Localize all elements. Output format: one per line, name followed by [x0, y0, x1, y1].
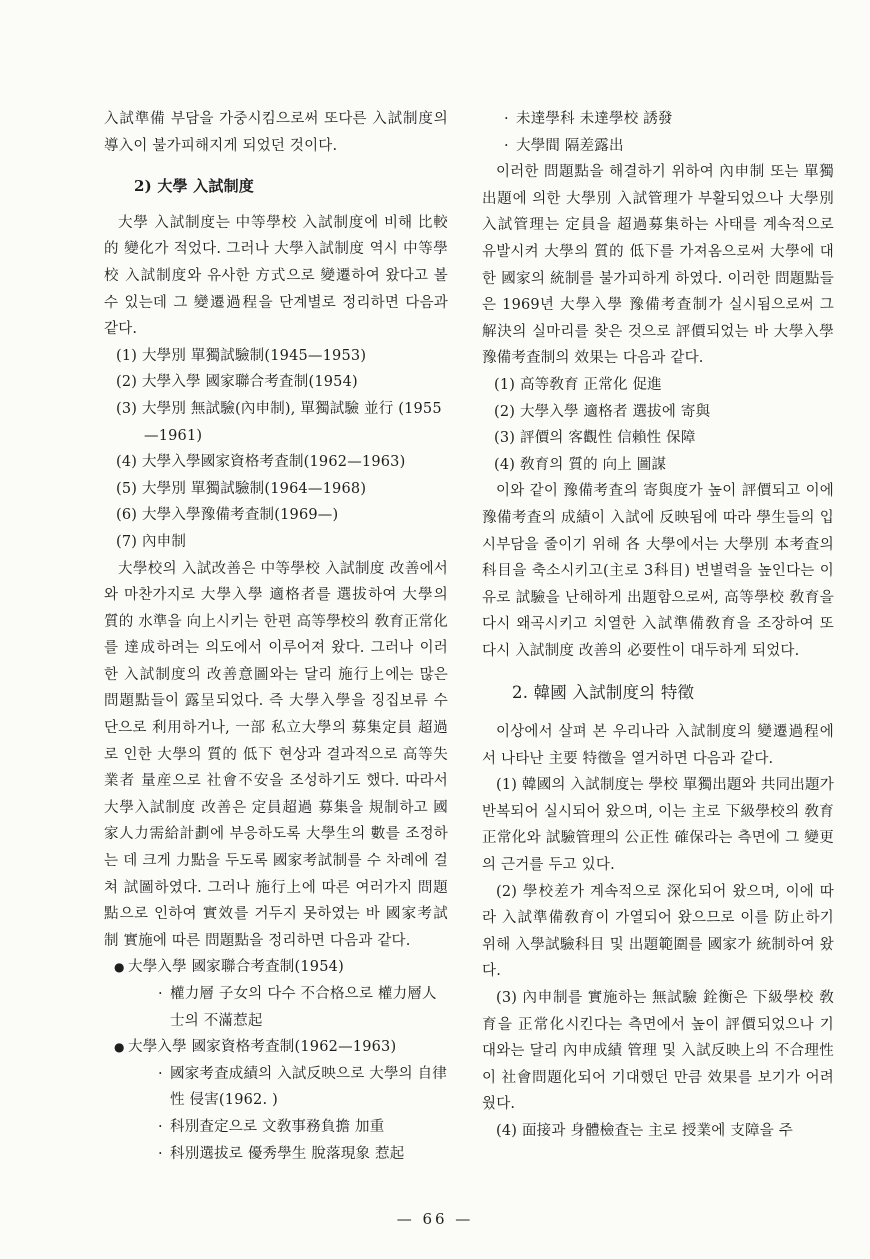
sub-item-text: 科別選拔로 優秀學生 脫落現象 惹起 — [170, 1145, 405, 1162]
sub-item-text: 未達學科 未達學校 誘發 — [516, 111, 673, 127]
left-paragraph-2: 大學校의 入試改善은 中等學校 入試制度 改善에서와 마찬가지로 大學入學 適格者를 選拔하여 大學의 質的 水準을 向上시키는 한편 高等學校의 敎育正常化를 達成하려는 의도에서 이루어져 왔다. 그러나 이러한 入試制度의 改善意圖와는 달리 施行上에는 많은 問題點들이 露呈되었다. 즉 大學入學을 징집보류 수단으로 利用하거나, 一部 私立大學의 募集定員 超過로 인한 大學의 質的 低下 현상과 결과적으로 高等失業者 量産으로 社會不安을 조성하기도 했다. 따라서 大學入試制度 改善은 定員超過 募集을 規制하고 國家人力需給計劃에 부응하도록 大學生의 數를 조정하는 데 크게 力點을 두도록 國家考試制를 수 차례에 걸쳐 試圖하였다. 그러나 施行上에 따른 여러가지 問題點으로 인하여 實效를 거두지 못하였는 바 國家考試制 實施에 따른 問題點을 정리하면 다음과 같다. — [104, 560, 448, 949]
section-heading-university-admission: 2) 大學 入試制度 — [134, 177, 254, 196]
continued-bullets — [482, 106, 834, 159]
list-item: (6) 大學入學豫備考査制(1969—) — [116, 507, 339, 524]
bullet-item — [114, 1034, 448, 1167]
middle-dot-icon: · — [504, 137, 509, 154]
bullet-dot-icon: ● — [114, 1040, 125, 1055]
list-item: (1) 高等敎育 正常化 促進 — [494, 376, 662, 393]
right-paragraph-2: 이와 같이 豫備考査의 寄與度가 높이 評價되고 이에 豫備考査의 成績이 入試에 反映됨에 따라 學生들의 입시부담을 줄이기 위해 各 大學에서는 大學別 本考査의 科目을 축소시키고(主로 3科目) 변별력을 높인다는 이유로 試驗을 난해하게 出題함으로써, 高等學校 敎育을 다시 왜곡시키고 치열한 入試準備敎育을 조장하여 또 다시 入試制度 改善의 必要性이 대두하게 되었다. — [482, 483, 834, 659]
middle-dot-icon: · — [158, 1065, 163, 1082]
right-paragraph-1: 이러한 問題點을 해결하기 위하여 內申制 또는 單獨出題에 의한 大學別 入試管理가 부활되었으나 大學別 入試管理는 定員을 超過募集하는 사태를 계속적으로 유발시켜 大學의 質的 低下를 가져옴으로써 大學에 대한 國家의 統制를 불가피하게 하였다. 이러한 問題點들은 1969년 大學入學 豫備考査制가 실시됨으로써 그 解決의 실마리를 찾은 것으로 評價되었는 바 大學入學 豫備考査制의 效果는 다음과 같다. — [482, 164, 834, 367]
list-item: (2) 大學入學 適格者 選拔에 寄與 — [494, 403, 711, 420]
list-item: (4) 敎育의 質的 向上 圖謀 — [494, 456, 667, 473]
page-number: — 66 — — [396, 1210, 474, 1228]
bullet-sublist — [128, 981, 448, 1034]
list-item: (3) 評價의 客觀性 信賴性 保障 — [494, 430, 696, 447]
bullet-dot-icon: ● — [114, 960, 125, 975]
middle-dot-icon: · — [504, 111, 509, 127]
left-intro-paragraph: 入試準備 부담을 가중시킴으로써 또다른 入試制度의 導入이 불가피해지게 되었던 것이다. — [104, 111, 448, 154]
sub-item-text: 權力層 子女의 다수 不合格으로 權力層人士의 不滿惹起 — [170, 986, 437, 1029]
sub-item — [156, 1061, 448, 1114]
right-paragraph-7: (4) 面接과 身體檢査는 主로 授業에 支障을 주 — [496, 1122, 793, 1139]
list-item: (7) 內申制 — [116, 533, 187, 550]
right-paragraph-3: 이상에서 살펴 본 우리나라 入試制度의 變遷過程에서 나타난 主要 特徵을 열거하면 다음과 같다. — [482, 724, 834, 767]
list-item: (1) 大學別 單獨試驗制(1945—1953) — [116, 347, 367, 364]
sub-item-text: 大學間 隔差露出 — [516, 137, 624, 154]
section-heading-korea-features: 2. 韓國 入試制度의 特徵 — [512, 683, 695, 703]
left-column — [104, 106, 448, 1167]
sub-item — [156, 1141, 448, 1168]
list-item: (4) 大學入學國家資格考査制(1962—1963) — [116, 454, 406, 471]
list-item: (5) 大學別 單獨試驗制(1964—1968) — [116, 480, 367, 497]
bullet-title: 大學入學 國家聯合考査制(1954) — [128, 959, 344, 976]
bullet-title: 大學入學 國家資格考査制(1962—1963) — [128, 1039, 397, 1056]
bullet-item — [114, 954, 448, 1034]
list-item: (2) 大學入學 國家聯合考査制(1954) — [116, 374, 358, 391]
sub-item — [156, 1114, 448, 1141]
bullet-sublist — [128, 1061, 448, 1167]
sub-item-text: 科別査定으로 文敎事務負擔 加重 — [170, 1118, 385, 1135]
sub-item-text: 國家考査成績의 入試反映으로 大學의 自律性 侵害(1962. ) — [170, 1065, 448, 1109]
sub-item — [156, 981, 448, 1034]
middle-dot-icon: · — [158, 986, 163, 1002]
problem-bullets — [104, 954, 448, 1167]
list-item: (3) 大學別 無試驗(內申制), 單獨試驗 並行 (1955—1961) — [116, 400, 442, 444]
left-paragraph-1: 大學 入試制度는 中等學校 入試制度에 비해 比較的 變化가 적었다. 그러나 大學入試制度 역시 中等學校 入試制度와 유사한 方式으로 變遷하여 왔다고 볼 수 있는데 그 變遷過程을 단계별로 정리하면 다음과 같다. — [104, 214, 448, 338]
right-paragraph-5: (2) 學校差가 계속적으로 深化되어 왔으며, 이에 따라 入試準備敎育이 가열되어 왔으므로 이를 防止하기 위해 入學試驗科目 및 出題範圍를 國家가 統制하여 왔다. — [482, 883, 834, 980]
middle-dot-icon: · — [158, 1145, 163, 1162]
sub-item — [504, 133, 834, 160]
preliminary-exam-effects-list — [482, 372, 834, 478]
right-column — [482, 106, 834, 1145]
right-paragraph-4: (1) 韓國의 入試制度는 學校 單獨出題와 共同出題가 반복되어 실시되어 왔으며, 이는 主로 下級學校의 敎育正常化와 試驗管理의 公正性 確保라는 측면에 그 變更의 근거를 두고 있다. — [482, 777, 834, 874]
right-paragraph-6: (3) 內申制를 實施하는 無試驗 銓衡은 下級學校 敎育을 正常化시킨다는 측면에서 높이 評價되었으나 기대와는 달리 內申成績 管理 및 入試反映上의 不合理性이 社會問題化되어 기대했던 만큼 效果를 보기가 어려웠다. — [482, 990, 834, 1113]
admission-history-list — [104, 343, 448, 556]
sub-item — [504, 106, 834, 133]
middle-dot-icon: · — [158, 1118, 163, 1135]
